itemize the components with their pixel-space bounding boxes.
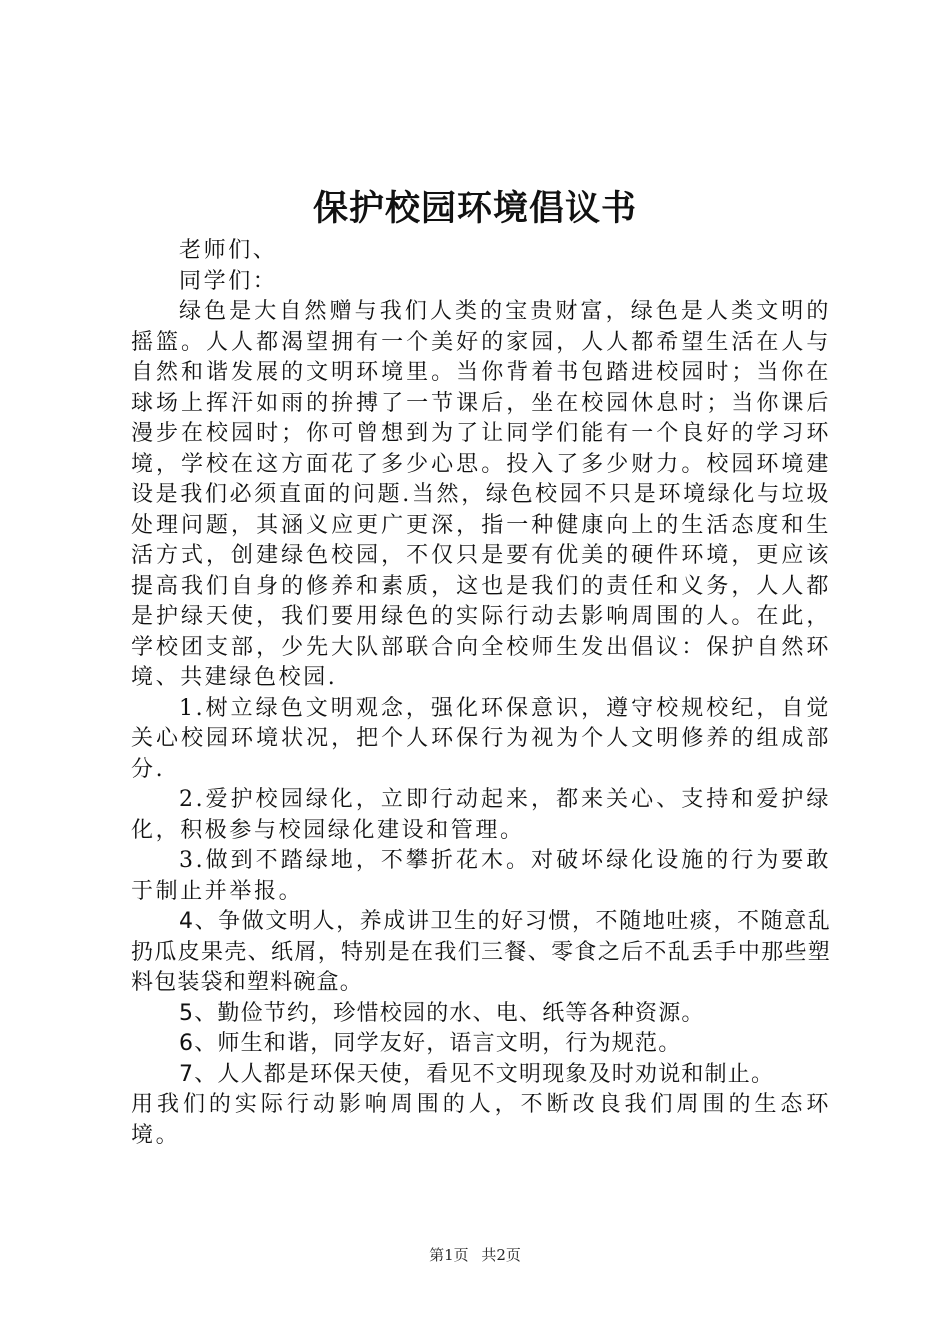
proposal-item-2: 2.爱护校园绿化，立即行动起来，都来关心、支持和爱护绿化，积极参与校园绿化建设和管理。 [131, 787, 831, 843]
document-body [131, 236, 831, 1151]
proposal-item-4: 4、争做文明人，养成讲卫生的好习惯，不随地吐痰，不随意乱扔瓜皮果壳、纸屑，特别是在我们三餐、零食之后不乱丢手中那些塑料包装袋和塑料碗盒。 [131, 909, 831, 995]
page-total: 共2页 [481, 1246, 521, 1264]
proposal-item-5: 5、勤俭节约，珍惜校园的水、电、纸等各种资源。 [179, 1000, 705, 1026]
page-number: 第1页 [429, 1246, 469, 1264]
proposal-item-1: 1.树立绿色文明观念，强化环保意识，遵守校规校纪，自觉关心校园环境状况，把个人环保行为视为个人文明修养的组成部分. [131, 695, 831, 782]
intro-paragraph: 绿色是大自然赠与我们人类的宝贵财富，绿色是人类文明的摇篮。人人都渴望拥有一个美好的家园，人人都希望生活在人与自然和谐发展的文明环境里。当你背着书包踏进校园时；当你在球场上挥汗如雨的拚搏了一节课后，坐在校园休息时；当你课后漫步在校园时；你可曾想到为了让同学们能有一个良好的学习环境，学校在这方面花了多少心思。投入了多少财力。校园环境建设是我们必须直面的问题.当然，绿色校园不只是环境绿化与垃圾处理问题，其涵义应更广更深，指一种健康向上的生活态度和生活方式，创建绿色校园，不仅只是要有优美的硬件环境，更应该提高我们自身的修养和素质，这也是我们的责任和义务，人人都是护绿天使，我们要用绿色的实际行动去影响周围的人。在此，学校团支部，少先大队部联合向全校师生发出倡议：保护自然环境、共建绿色校园. [131, 299, 831, 690]
proposal-item-7: 7、人人都是环保天使，看见不文明现象及时劝说和制止。 [179, 1061, 775, 1087]
document-title: 保护校园环境倡议书 [312, 188, 637, 229]
salutation-teachers: 老师们、 [179, 238, 278, 263]
proposal-item-3: 3.做到不踏绿地，不攀折花木。对破坏绿化设施的行为要敢于制止并举报。 [131, 848, 831, 904]
salutation-students: 同学们： [179, 268, 278, 294]
closing-paragraph: 用我们的实际行动影响周围的人，不断改良我们周围的生态环境。 [131, 1092, 831, 1148]
proposal-item-6: 6、师生和谐，同学友好，语言文明，行为规范。 [179, 1031, 682, 1056]
page-footer [0, 1244, 950, 1266]
